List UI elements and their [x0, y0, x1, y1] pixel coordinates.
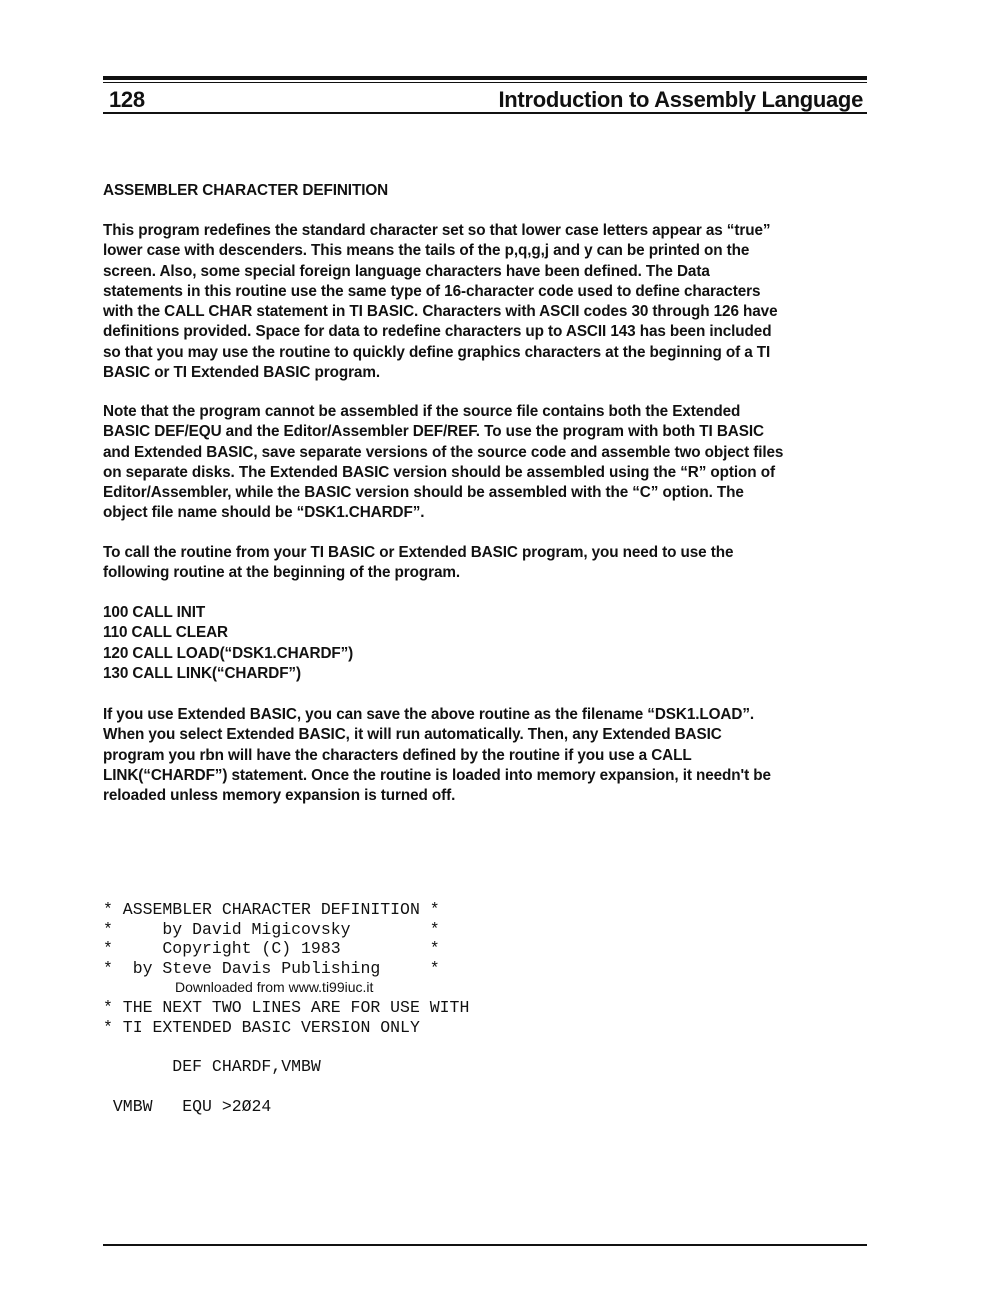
paragraph-call-routine [103, 543, 873, 584]
paragraph-line: definitions provided. Space for data to redefine characters up to ASCII 143 has been included [103, 323, 772, 341]
paragraph-line: on separate disks. The Extended BASIC version should be assembled using the “R” option of [103, 463, 775, 481]
code-line: 130 CALL LINK(“CHARDF”) [103, 664, 301, 682]
paragraph-line: lower case with descenders. This means the tails of the p,q,g,j and y can be printed on the [103, 242, 750, 260]
paragraph-line: LINK(“CHARDF”) statement. Once the routine is loaded into memory expansion, it needn't be [103, 766, 771, 784]
paragraph-intro [103, 221, 873, 383]
assembly-listing [103, 900, 469, 1116]
paragraph-line: reloaded unless memory expansion is turned off. [103, 787, 456, 805]
paragraph-line: so that you may use the routine to quickly define graphics characters at the beginning of a TI [103, 343, 771, 361]
listing-line: * by Steve Davis Publishing * [103, 958, 440, 978]
paragraph-assembly-note [103, 402, 873, 524]
listing-equ-line: VMBW EQU >2Ø24 [103, 1096, 272, 1116]
paragraph-line: program you rbn will have the characters defined by the routine if you use a CALL [103, 746, 692, 764]
basic-code-block [103, 603, 873, 684]
code-line: 120 CALL LOAD(“DSK1.CHARDF”) [103, 644, 354, 662]
paragraph-line: statements in this routine use the same type of 16-character code used to define characters [103, 282, 761, 300]
code-line: 110 CALL CLEAR [103, 624, 228, 642]
paragraph-line: with the CALL CHAR statement in TI BASIC. Characters with ASCII codes 30 through 126 have [103, 303, 778, 321]
paragraph-extended-basic [103, 705, 873, 806]
paragraph-line: object file name should be “DSK1.CHARDF”. [103, 504, 425, 522]
code-line: 100 CALL INIT [103, 604, 206, 621]
paragraph-line: When you select Extended BASIC, it will run automatically. Then, any Extended BASIC [103, 726, 722, 744]
paragraph-line: BASIC DEF/EQU and the Editor/Assembler DEF/REF. To use the program with both TI BASIC [103, 423, 764, 441]
running-title: Introduction to Assembly Language [498, 87, 863, 112]
listing-line: * ASSEMBLER CHARACTER DEFINITION * [103, 900, 440, 919]
listing-gap [103, 1037, 469, 1057]
paragraph-line: If you use Extended BASIC, you can save the above routine as the filename “DSK1.LOAD”. [103, 706, 755, 723]
listing-def-line: DEF CHARDF,VMBW [103, 1057, 321, 1077]
listing-gap [103, 1077, 469, 1097]
listing-line: * by David Migicovsky * [103, 919, 440, 939]
page-number: 128 [109, 87, 145, 112]
paragraph-line: This program redefines the standard character set so that lower case letters appear as “true” [103, 222, 771, 239]
paragraph-line: To call the routine from your TI BASIC or Extended BASIC program, you need to use the [103, 544, 734, 561]
header-rule-thin [103, 82, 867, 83]
section-heading: ASSEMBLER CHARACTER DEFINITION [103, 182, 389, 199]
paragraph-line: following routine at the beginning of the program. [103, 564, 461, 582]
listing-line: * TI EXTENDED BASIC VERSION ONLY [103, 1017, 420, 1037]
listing-line: * Copyright (C) 1983 * [103, 939, 440, 959]
listing-line: * THE NEXT TWO LINES ARE FOR USE WITH [103, 997, 470, 1017]
paragraph-line: and Extended BASIC, save separate versions of the source code and assemble two object files [103, 443, 784, 461]
paragraph-line: BASIC or TI Extended BASIC program. [103, 364, 380, 382]
paragraph-line: Editor/Assembler, while the BASIC version should be assembled with the “C” option. The [103, 484, 744, 502]
paragraph-line: Note that the program cannot be assembled if the source file contains both the Extended [103, 403, 741, 420]
header-underline [103, 112, 867, 114]
page-header [103, 84, 867, 114]
paragraph-line: screen. Also, some special foreign language characters have been defined. The Data [103, 262, 710, 280]
footer-rule [103, 1244, 867, 1246]
header-rule-thick [103, 76, 867, 80]
download-note: Downloaded from www.ti99iuc.it [175, 979, 374, 996]
